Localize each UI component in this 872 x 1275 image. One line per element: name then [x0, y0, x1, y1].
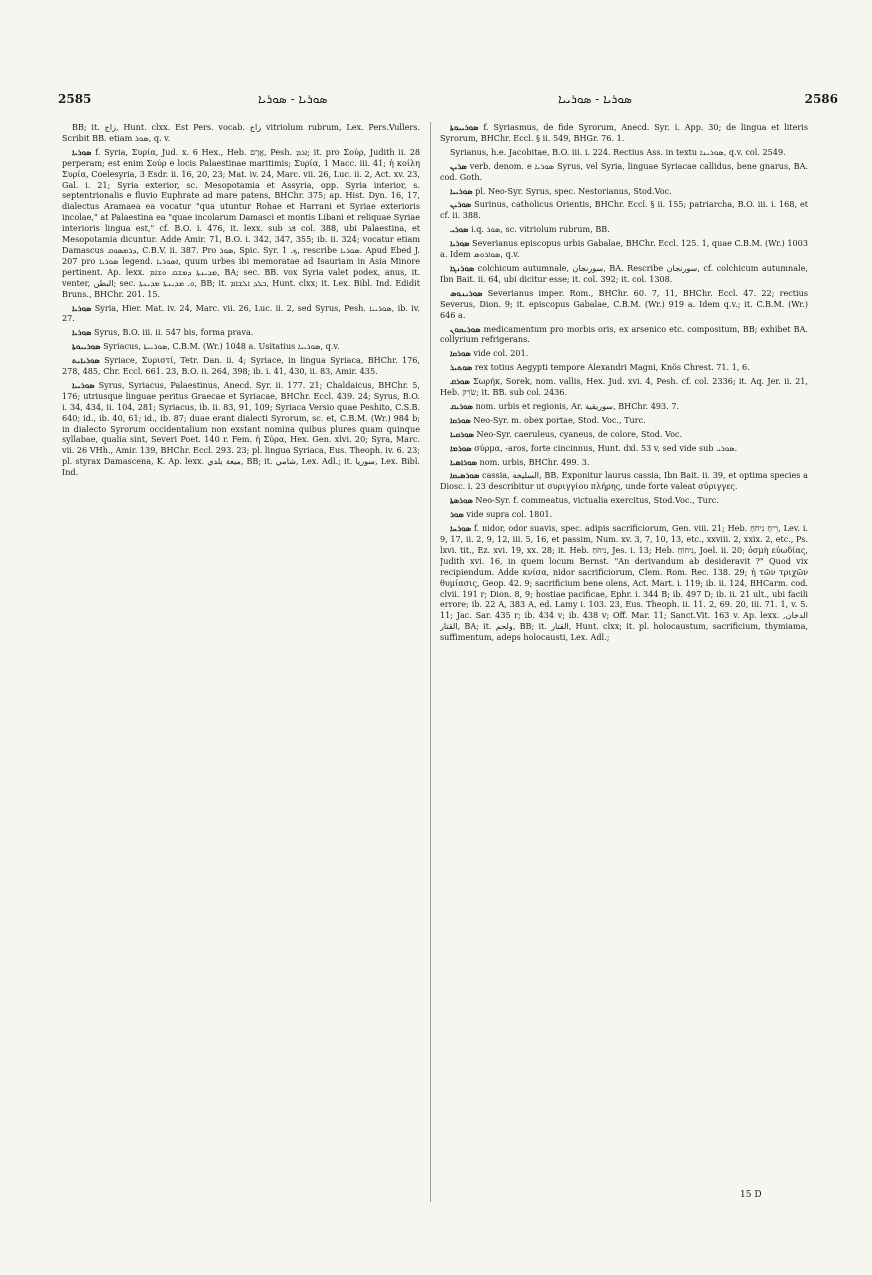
dictionary-entry	[62, 303, 420, 325]
dictionary-entry	[62, 355, 420, 377]
dictionary-entry	[62, 122, 420, 144]
dictionary-entry	[440, 495, 808, 506]
entry-text: medicamentum pro morbis oris, ex arsenico etc. compositum, BB; exhibet BA. collyrium refrigerans.	[440, 323, 808, 345]
entry-text: Syrus, B.O. iii. ii. 547 bis, forma prava.	[94, 327, 254, 338]
entry-text: i.q. ܣܘܪ, sc. vitriolum rubrum, BB.	[471, 224, 610, 235]
dictionary-entry	[62, 341, 420, 352]
entry-headword: ܣܪܝܢ	[450, 160, 467, 171]
entry-text: vide col. 201.	[473, 348, 529, 359]
entry-headword: ܣܘܪܝܐ	[72, 302, 92, 313]
dictionary-entry	[440, 429, 808, 440]
entry-text: Neo-Syr. caeruleus, cyaneus, de colore, Stod. Voc.	[476, 428, 683, 439]
entry-headword: ܣܘܪܝܩ	[450, 400, 473, 411]
entry-headword: ܣܘܪܝܩܘܢ	[450, 323, 481, 334]
dictionary-entry	[440, 509, 808, 520]
left-column	[62, 122, 420, 1202]
entry-headword: ܣܘܪܢܓܐ	[450, 262, 475, 273]
dictionary-entry	[440, 401, 808, 412]
page-header	[58, 92, 838, 112]
entry-text: Surinus, catholicus Orientis, BHChr. Eccl. § ii. 155; patriarcha, B.O. iii. i. 168, et cf. ii. 388.	[440, 199, 808, 221]
entry-text: Severianus imper. Rom., BHChr. 60. 7, 11, BHChr. Eccl. 47. 22; rectius Severus, Dion. 9; it. episcopus Gabalae, C.B.M. (Wr.) 919 a. Idem q.v.; it. C.B.M. (Wr.) 646 a.	[440, 287, 808, 320]
dictionary-entry	[440, 523, 808, 643]
entry-text: cassia, السليخة, BB. Exponitur laurus cassia, Ibn Bait. ii. 39, et optima species a Diosc. i. 23 describitur ut συριγγίου πλήρης, unde forte valeat σύριγγες.	[440, 470, 808, 492]
entry-text: rex totius Aegypti tempore Alexandri Magni, Knös Chrest. 71. 1, 6.	[474, 362, 750, 373]
dictionary-entry	[440, 376, 808, 398]
entry-headword: ܣܘܪܩܐ	[450, 414, 471, 425]
dictionary-entry	[440, 199, 808, 221]
dictionary-entry	[440, 362, 808, 373]
entry-headword: ܣܘܪܩܐ	[450, 348, 471, 359]
dictionary-entry	[440, 161, 808, 183]
entry-text: nom. urbis, BHChr. 499. 3.	[479, 456, 590, 467]
dictionary-entry	[440, 186, 808, 197]
entry-text: colchicum autumnale, سورنجان, BA. Rescribe سورنجان, cf. colchicum autumnale, Ibn Bait. ii. 64, ubi dicitur esse; it. col. 392; it. col. 1308.	[440, 262, 808, 284]
dictionary-entry	[440, 415, 808, 426]
column-divider	[430, 122, 431, 1202]
entry-headword: ܣܘܪܐܣܝܐ	[450, 456, 477, 467]
entry-headword: ܣܘܪܡܐ	[450, 442, 472, 453]
dictionary-entry	[440, 288, 808, 321]
entry-text: pl. Neo-Syr. Syrus, spec. Nestorianus, Stod.Voc.	[475, 185, 672, 196]
dictionary-entry	[440, 224, 808, 235]
entry-text: Syriacus, ܣܘܪܝܝܬܐ, C.B.M. (Wr.) 1048 a. Usitatius ܣܘܪܝܝܐ, q.v.	[103, 341, 340, 352]
entry-headword: ܣܘܪܩܝܐ	[450, 428, 474, 439]
entry-text: Syriace, Συριστί, Tetr. Dan. ii. 4; Syriace, in lingua Syriaca, BHChr. 176, 278, 485, Chr. Eccl. 661. 23, B.O. ii. 264, 398; ib. i. 41, 430, ii. 83, Amir. 435.	[62, 355, 420, 377]
entry-headword: ܣܘܪܣܝܩܐ	[450, 470, 480, 481]
entry-headword: ܣܘܪܝܐܝܬ	[72, 355, 100, 366]
entry-text: verb. denom. e ܣܘܪܝܐ Syrus, vel Syria, linguae Syriacae callidus, bene gnarus, BA. cod. Goth.	[440, 160, 808, 182]
page-number-left: 2585	[58, 92, 92, 106]
dictionary-entry	[440, 443, 808, 454]
right-column	[440, 122, 808, 1202]
dictionary-entry	[440, 457, 808, 468]
entry-headword: ܣܘܪܝܢ	[450, 199, 472, 210]
dictionary-entry	[440, 263, 808, 285]
entry-headword: ܣܘܪܝ	[450, 224, 469, 235]
dictionary-entry	[440, 348, 808, 359]
entry-headword: ܣܘܪܝܝܘܬܐ	[450, 122, 479, 132]
page-number-right: 2586	[804, 92, 838, 106]
entry-headword: ܣܘܪܚܐ	[450, 523, 472, 534]
entry-text: σύρμα, -aros, forte cincinnus, Hunt. dxl. 53 v, sed vide sub ܣܘܪܝ.	[474, 442, 738, 453]
entry-text: f. Syria, Συρία, Jud. x. 6 Hex., Heb. אֲרָם, Pesh. ܐܪܡ; it. pro Σούρ, Judith ii. 28 perperam; est enim Σούρ e locis Palaestinae maritimis; Συρία, 1 Macc. iii. 41; ἡ κοίλη Συρία, Coelesyria, 3 Esdr. ii. 16, 20, 23; Mat. iv. 24, Marc. vii. 26, Luc. ii. 2, Act. xv. 23, Gal. i. 21; Syria exterior, sc. Mesopotamia et Assyria, opp. Syria interior, s. septentrionalis e fluvio Euphrate ad mare patens, BHChr. 375; ap. Hist. Dyn. 16, 17, dialectus Aramaea ea vocatur "qua utuntur Rohae et Harrani et Syriae exterioris incolae," at Palaestina ea "quae incolarum Damasci et montis Libani et reliquae Syriae interioris lingua est," cf. B.O. i. 476, it. lexx. sub ܦܪ col. 388, ubi Palaestina, et Mesopotamia dicuntur. Adde Amir. 71, B.O. i. 342, 347, 355; ib. ii. 324; vocatur etiam Damascus ܕܪܡܣܘܩ, C.B.V. ii. 387. Pro ܣܘܪ, Spic. Syr. ܟ. 1, rescribe ܣܘܪܝܐ. Apud Ebed J. 207 pro ܣܘܪܝܐ legend. ܐܣܘܪܝܐ, quum urbes ibi memoratae ad Isauriam in Asia Minore pertinent. Ap. lexx. ܡܕܝܢܬܐ ܕܡܫܩ ܘܫܐܡ, BA; sec. BB. vox Syria valet podex, anus, it. venter, البطن; sec. ܘ. ܡܕܝܢܬܐ ܡܕܝܢܬܐ, BB; it. ܒܠܕ ܐܠܫܐܡ, Hunt. clxx; it. Lex. Bibl. Ind. Edidit Bruns., BHChr. 201. 15.	[62, 146, 420, 299]
entry-text: Neo-Syr. f. commeatus, victualia exercitus, Stod.Voc., Turc.	[475, 495, 719, 506]
entry-text: f. Syriasmus, de fide Syrorum, Anecd. Syr. i. App. 30; de lingua et literis Syrorum, BHChr. Eccl. § ii. 549, BHGr. 76. 1.	[440, 122, 808, 143]
running-head-right: ܣܘܪܝܐ - ܣܘܪܝܝܐ	[558, 92, 632, 106]
entry-headword: ܣܘܪܝܝܐ	[450, 185, 473, 196]
entry-text: Σωρήκ, Sorek, nom. vallis, Hex. Jud. xvi. 4, Pesh. cf. col. 2336; it. Aq. Jer. ii. 21, Heb. שֹׂרֵק; it. BB. sub col. 2436.	[440, 376, 808, 398]
entry-text: Syria, Hier. Mat. iv. 24, Marc. vii. 26, Luc. ii. 2, sed Syrus, Pesh. ܣܘܪܝܝܐ, ib. iv. 27.	[62, 302, 420, 324]
entry-headword: ܣܘܪܝܢܘܣ	[450, 287, 483, 298]
entry-headword: ܣܘܪܝܐ	[450, 238, 470, 249]
entry-headword: ܣܘܪ	[450, 509, 464, 520]
entry-text: Syrianus, h.e. Jacobitae, B.O. iii. i. 224. Rectius Ass. in textu ܣܘܪܝܢܐ, q.v. col. 2549.	[450, 146, 786, 157]
running-head-left: ܣܘܪܝܐ - ܣܘܪܝܐ	[258, 92, 328, 106]
entry-text: Neo-Syr. m. obex portae, Stod. Voc., Turc.	[473, 414, 646, 425]
dictionary-entry	[62, 327, 420, 338]
entry-text: nom. urbis et regionis, Ar. سوريقية, BHChr. 493. 7.	[475, 400, 680, 411]
entry-headword: ܣܘܪܝܝܘܬܐ	[72, 341, 101, 352]
entry-text: BB; it. زاج, Hunt. clxx. Est Pers. vocab. زاج vitriolum rubrum, Lex. Pers.Vullers. Scribit BB. etiam ܣܘܪ, q. v.	[62, 122, 420, 143]
dictionary-entry	[440, 324, 808, 346]
entry-text: vide supra col. 1801.	[466, 509, 553, 520]
entry-text: Syrus, Syriacus, Palaestinus, Anecd. Syr. ii. 177. 21; Chaldaicus, BHChr. 5, 176; utriusque linguae peritus Graecae et Syriacae, BHChr. Eccl. 439. 24; Syrus, B.O. i. 34, 434, ii. 104, 281; Syriacus, ib. ii. 83, 91, 109; Syriaca Versio quae Peshito, C.S.B. 640; id., ib. 40, 61; id., ib. 87; duae erant dialecti Syrorum, sc. et, C.B.M. (Wr.) 984 b; in dialecto Syrorum occidentalium non exstant nomina quibus plures quam quinque syllabae, qualia sint, Severi Poet. 140 r. Fem. ἡ Σύρα, Hex. Gen. xlvi. 20; Syra, Marc. vii. 26 VHh., Amir. 139, BHChr. Eccl. 293. 23; pl. lingua Syriaca, Eus. Theoph. iv. 6. 23; pl. styrax Damascena, K. Ap. lexx. ميعة بلدي, BB; it. شامي, Lex. Adl.; it. سوريا, Lex. Bibl. Ind.	[62, 379, 420, 478]
entry-headword: ܣܘܪܝܐ	[72, 146, 92, 157]
dictionary-entry	[440, 470, 808, 492]
entry-text: f. nidor, odor suavis, spec. adipis sacrificiorum, Gen. viii. 21; Heb. רֵיחַ נִיחֹחַ, Lev. i. 9, 17, ii. 2, 9, 12, iii. 5, 16, et passim, Num. xv. 3, 7, 10, 13, etc., xxviii. 2, xxix. 2, etc., Ps. lxvi. tit., Ez. xvi. 19, xx. 28; it. Heb. נִיחֹחַ, Jes. i. 13; Heb. נִיחוֹחַ, Joel. ii. 20; ὀσμὴ εὐωδίας, Judith xvi. 16, in quem locum Bernst. "An derivandum ab desideravit ?" Quod vix recipiendum. Adde κνίσα, nidor sacrificiorum, Clem. Rom. Rec. 138. 29; ἡ τῶν τριχῶν θυμίασις, Geop. 42. 9; sacrificium bene olens, Act. Mart. i. 119; ib. ii. 124, BHCarm. cod. clvii. 191 r; Dion. 8, 9; hostiae pacificae, Ephr. i. 344 B; ib. 497 D; ib. ii. 21 ult., ubi facili errore; ib. 22 A, 383 A, ed. Lamy i. 103. 23, Eus. Theoph. ii. 11. 2, 69. 20, iii. 71. 1, v. 5. 11; Jac. Sar. 435 r; ib. 434 v; ib. 438 v; Off. Mar. 11; Sanct.Vit. 163 v. Ap. lexx. الدخان, القتار, BA; it. ولحم, BB; it. القتار, Hunt. clxx; it. pl. holocaustum, sacrificium, thymiama, suffimentum, adeps holocausti, Lex. Adl.;	[440, 523, 808, 643]
dictionary-entry	[440, 238, 808, 260]
dictionary-entry	[440, 122, 808, 144]
entry-headword: ܣܘܪܝܐ	[72, 327, 92, 338]
entry-headword: ܣܘܪܝܝܐ	[72, 379, 95, 390]
dictionary-entry	[62, 380, 420, 478]
entry-headword: ܣܘܪܩ	[450, 376, 470, 387]
entry-headword: ܣܘܪܣܬܐ	[450, 495, 473, 506]
entry-text: Severianus episcopus urbis Gabalae, BHChr. Eccl. 125. 1, quae C.B.M. (Wr.) 1003 a. Idem ܣܘܐܪܘܣ, q.v.	[440, 238, 808, 260]
entry-headword: ܣܘܬܝܪ	[450, 362, 473, 373]
signature-mark: 15 D	[740, 1190, 762, 1200]
dictionary-entry	[62, 147, 420, 300]
dictionary-entry	[440, 147, 808, 158]
